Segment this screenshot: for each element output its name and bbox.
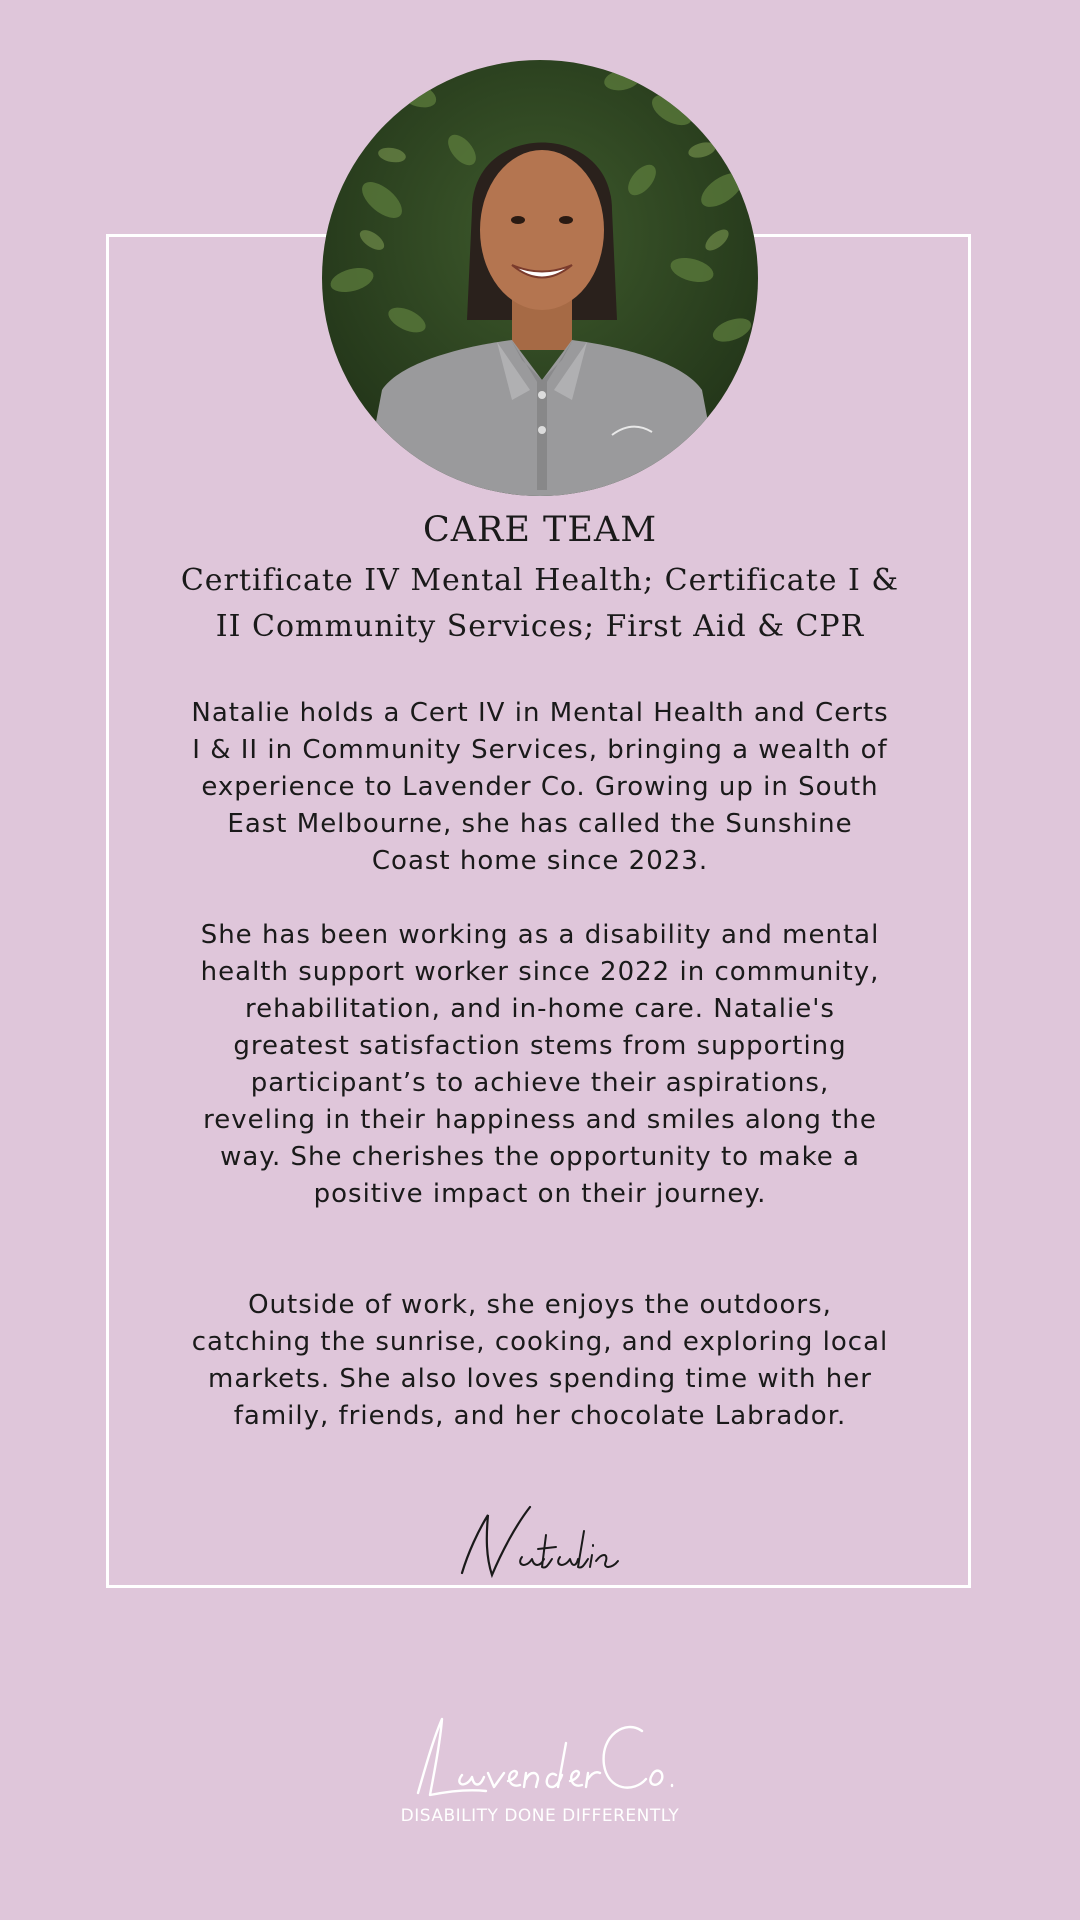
- signature-image: [430, 1495, 650, 1585]
- lavender-co-logo-image: [390, 1705, 690, 1815]
- role-title: CARE TEAM: [422, 510, 658, 550]
- bio-paragraph-2: She has been working as a disability and mental health support worker since 2022 in community, rehabilitation, and in-home care. Natalie's greatest satisfaction stems from supporting participant’s to achieve their aspirations, reveling in their happiness and smiles along the way. She cherishes the opportunity to make a positive impact on their journey.: [200, 920, 880, 1209]
- profile-photo-image: [322, 60, 758, 496]
- profile-photo: [322, 60, 758, 496]
- bio-paragraph-1: Natalie holds a Cert IV in Mental Health and Certs I & II in Community Services, bringing a wealth of experience to Lavender Co. Growing up in South East Melbourne, she has called the Sunshine Coast home since 2023.: [191, 698, 889, 876]
- bio-paragraph-3: Outside of work, she enjoys the outdoors, catching the sunrise, cooking, and exploring local markets. She also loves spending time with her family, friends, and her chocolate Labrador.: [191, 1290, 889, 1431]
- lavender-co-logo: [390, 1705, 690, 1815]
- signature: [430, 1495, 650, 1585]
- qualifications: Certificate IV Mental Health; Certificate I & II Community Services; First Aid & CPR: [180, 563, 900, 644]
- brand-tagline: DISABILITY DONE DIFFERENTLY: [400, 1806, 680, 1826]
